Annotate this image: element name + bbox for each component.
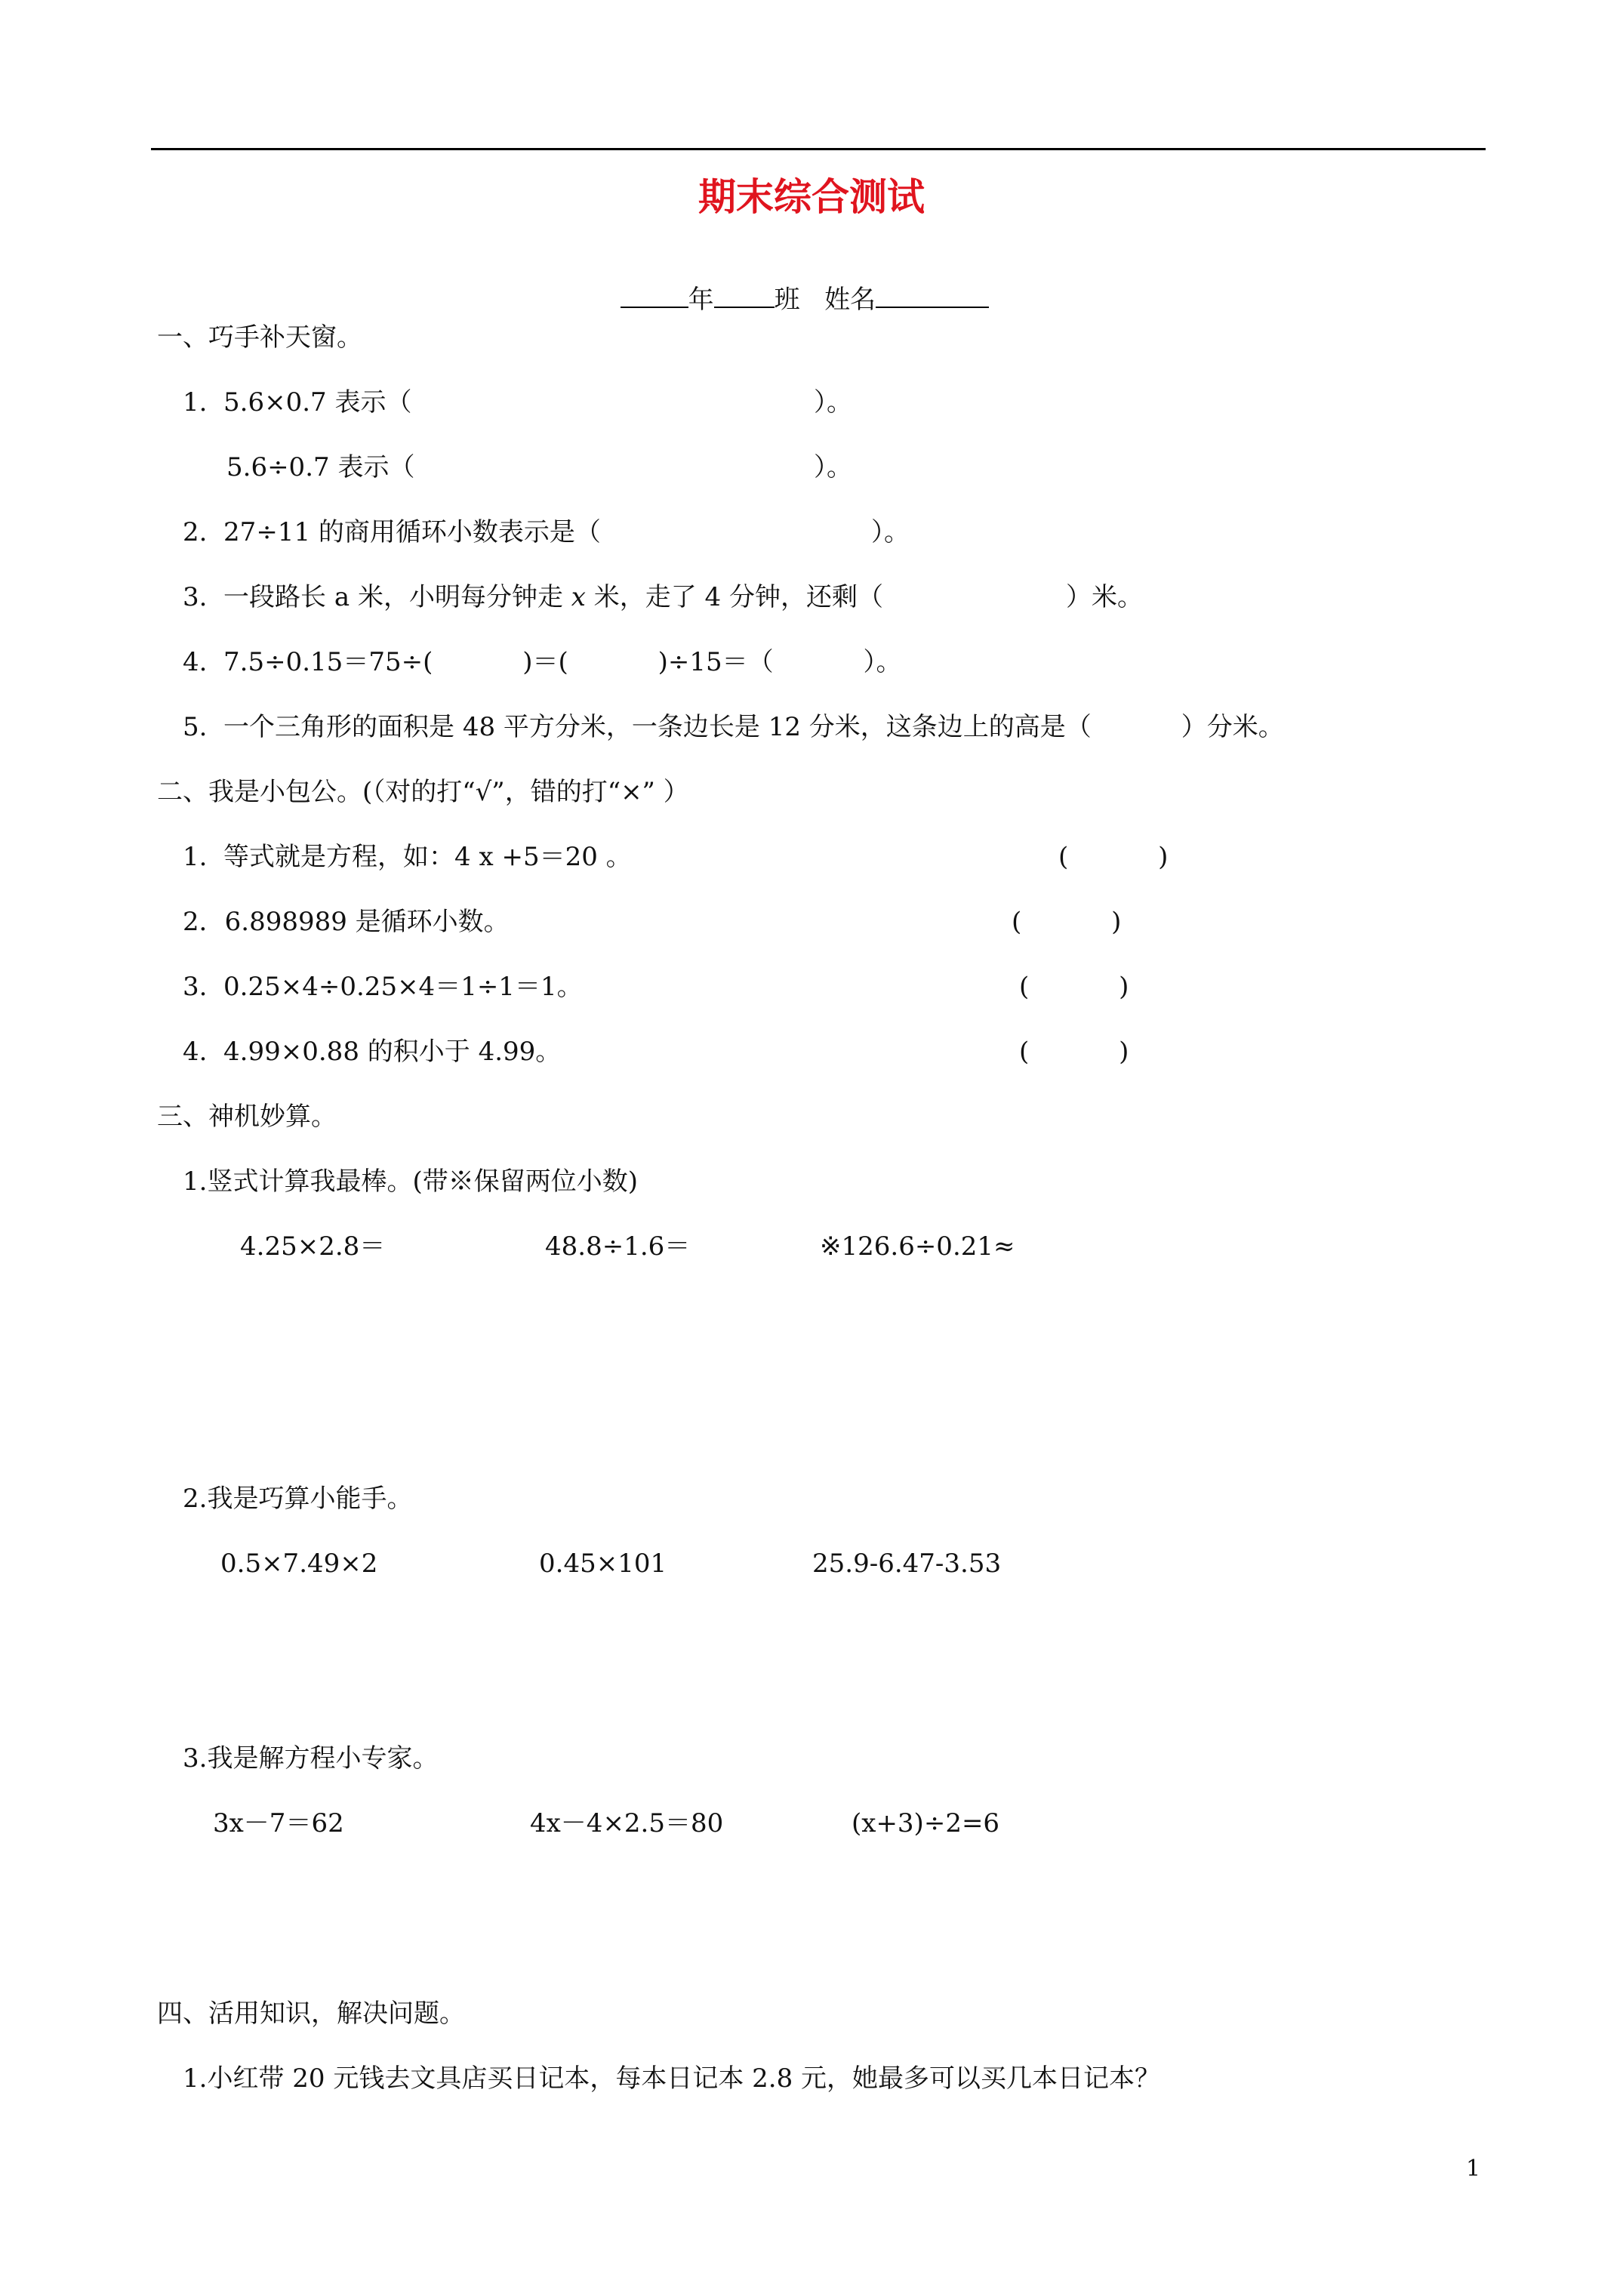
variable-x: x <box>571 582 586 612</box>
year-label: 年 <box>688 285 714 315</box>
s3-sub3-title: 3.我是解方程小专家。 <box>183 1743 439 1774</box>
s3-sub2-expr-1: 0.5×7.49×2 <box>220 1549 378 1579</box>
s3-sub3-expr-1: 3x－7＝62 <box>213 1808 344 1838</box>
page-title: 期末综合测试 <box>698 174 925 219</box>
s1-q1b-end: ）。 <box>814 452 852 482</box>
year-blank[interactable] <box>621 284 688 308</box>
class-blank[interactable] <box>714 284 775 308</box>
section3-heading: 三、神机妙算。 <box>157 1102 337 1132</box>
s2-judge-4[interactable]: ( ) <box>1019 1037 1129 1067</box>
s2-judge-2[interactable]: ( ) <box>1012 907 1122 937</box>
s1-q2-end: ）。 <box>871 517 910 547</box>
section1-heading: 一、巧手补天窗。 <box>157 322 362 353</box>
s1-q1a-end: ）。 <box>814 387 852 418</box>
s3-sub3-expr-3: (x+3)÷2=6 <box>852 1808 1000 1838</box>
s3-sub2-expr-3: 25.9-6.47-3.53 <box>812 1549 1002 1579</box>
name-label: 姓名 <box>824 285 876 315</box>
s3-sub2-expr-2: 0.45×101 <box>539 1549 667 1579</box>
class-label: 班 <box>774 285 800 315</box>
section2-heading: 二、我是小包公。(（对的打“√”，错的打“×” ） <box>157 777 689 807</box>
s1-q5: 5. 一个三角形的面积是 48 平方分米，一条边长是 12 分米，这条边上的高是（ ）分米。 <box>183 712 1284 742</box>
student-info-line <box>604 258 989 313</box>
s1-q2: 2. 27÷11 的商用循环小数表示是（ <box>183 517 601 547</box>
s2-item-1: 1. 等式就是方程，如：4 x +5＝20 。 <box>183 842 632 872</box>
section4-heading: 四、活用知识，解决问题。 <box>157 1999 465 2029</box>
s4-q1: 1.小红带 20 元钱去文具店买日记本，每本日记本 2.8 元，她最多可以买几本日记本？ <box>183 2063 1161 2094</box>
s3-sub1-expr-1: 4.25×2.8＝ <box>240 1231 386 1262</box>
s3-sub1-expr-3: ※126.6÷0.21≈ <box>820 1231 1015 1262</box>
s1-q1b: 5.6÷0.7 表示（ <box>226 452 415 482</box>
top-rule <box>151 148 1486 150</box>
s1-q1a: 1. 5.6×0.7 表示（ <box>183 387 412 418</box>
s1-q3: 3. 一段路长 a 米，小明每分钟走 x 米，走了 4 分钟，还剩（ <box>183 582 883 612</box>
s2-judge-1[interactable]: ( ) <box>1058 842 1169 872</box>
s2-item-2: 2．6.898989 是循环小数。 <box>183 907 510 937</box>
s1-q4: 4. 7.5÷0.15＝75÷( )＝( )÷15＝（ ）。 <box>183 647 902 677</box>
s3-sub3-expr-2: 4x－4×2.5＝80 <box>530 1808 724 1838</box>
page-number: 1 <box>1466 2156 1481 2182</box>
s2-item-4: 4. 4.99×0.88 的积小于 4.99。 <box>183 1037 562 1067</box>
s3-sub1-expr-2: 48.8÷1.6＝ <box>545 1231 691 1262</box>
s1-q3-end: ）米。 <box>1066 582 1143 612</box>
s3-sub1-title: 1.竖式计算我最棒。(带※保留两位小数) <box>183 1166 638 1197</box>
s3-sub2-title: 2.我是巧算小能手。 <box>183 1484 413 1514</box>
name-blank[interactable] <box>876 284 989 308</box>
s2-item-3: 3. 0.25×4÷0.25×4＝1÷1＝1。 <box>183 972 583 1002</box>
s2-judge-3[interactable]: ( ) <box>1019 972 1129 1002</box>
